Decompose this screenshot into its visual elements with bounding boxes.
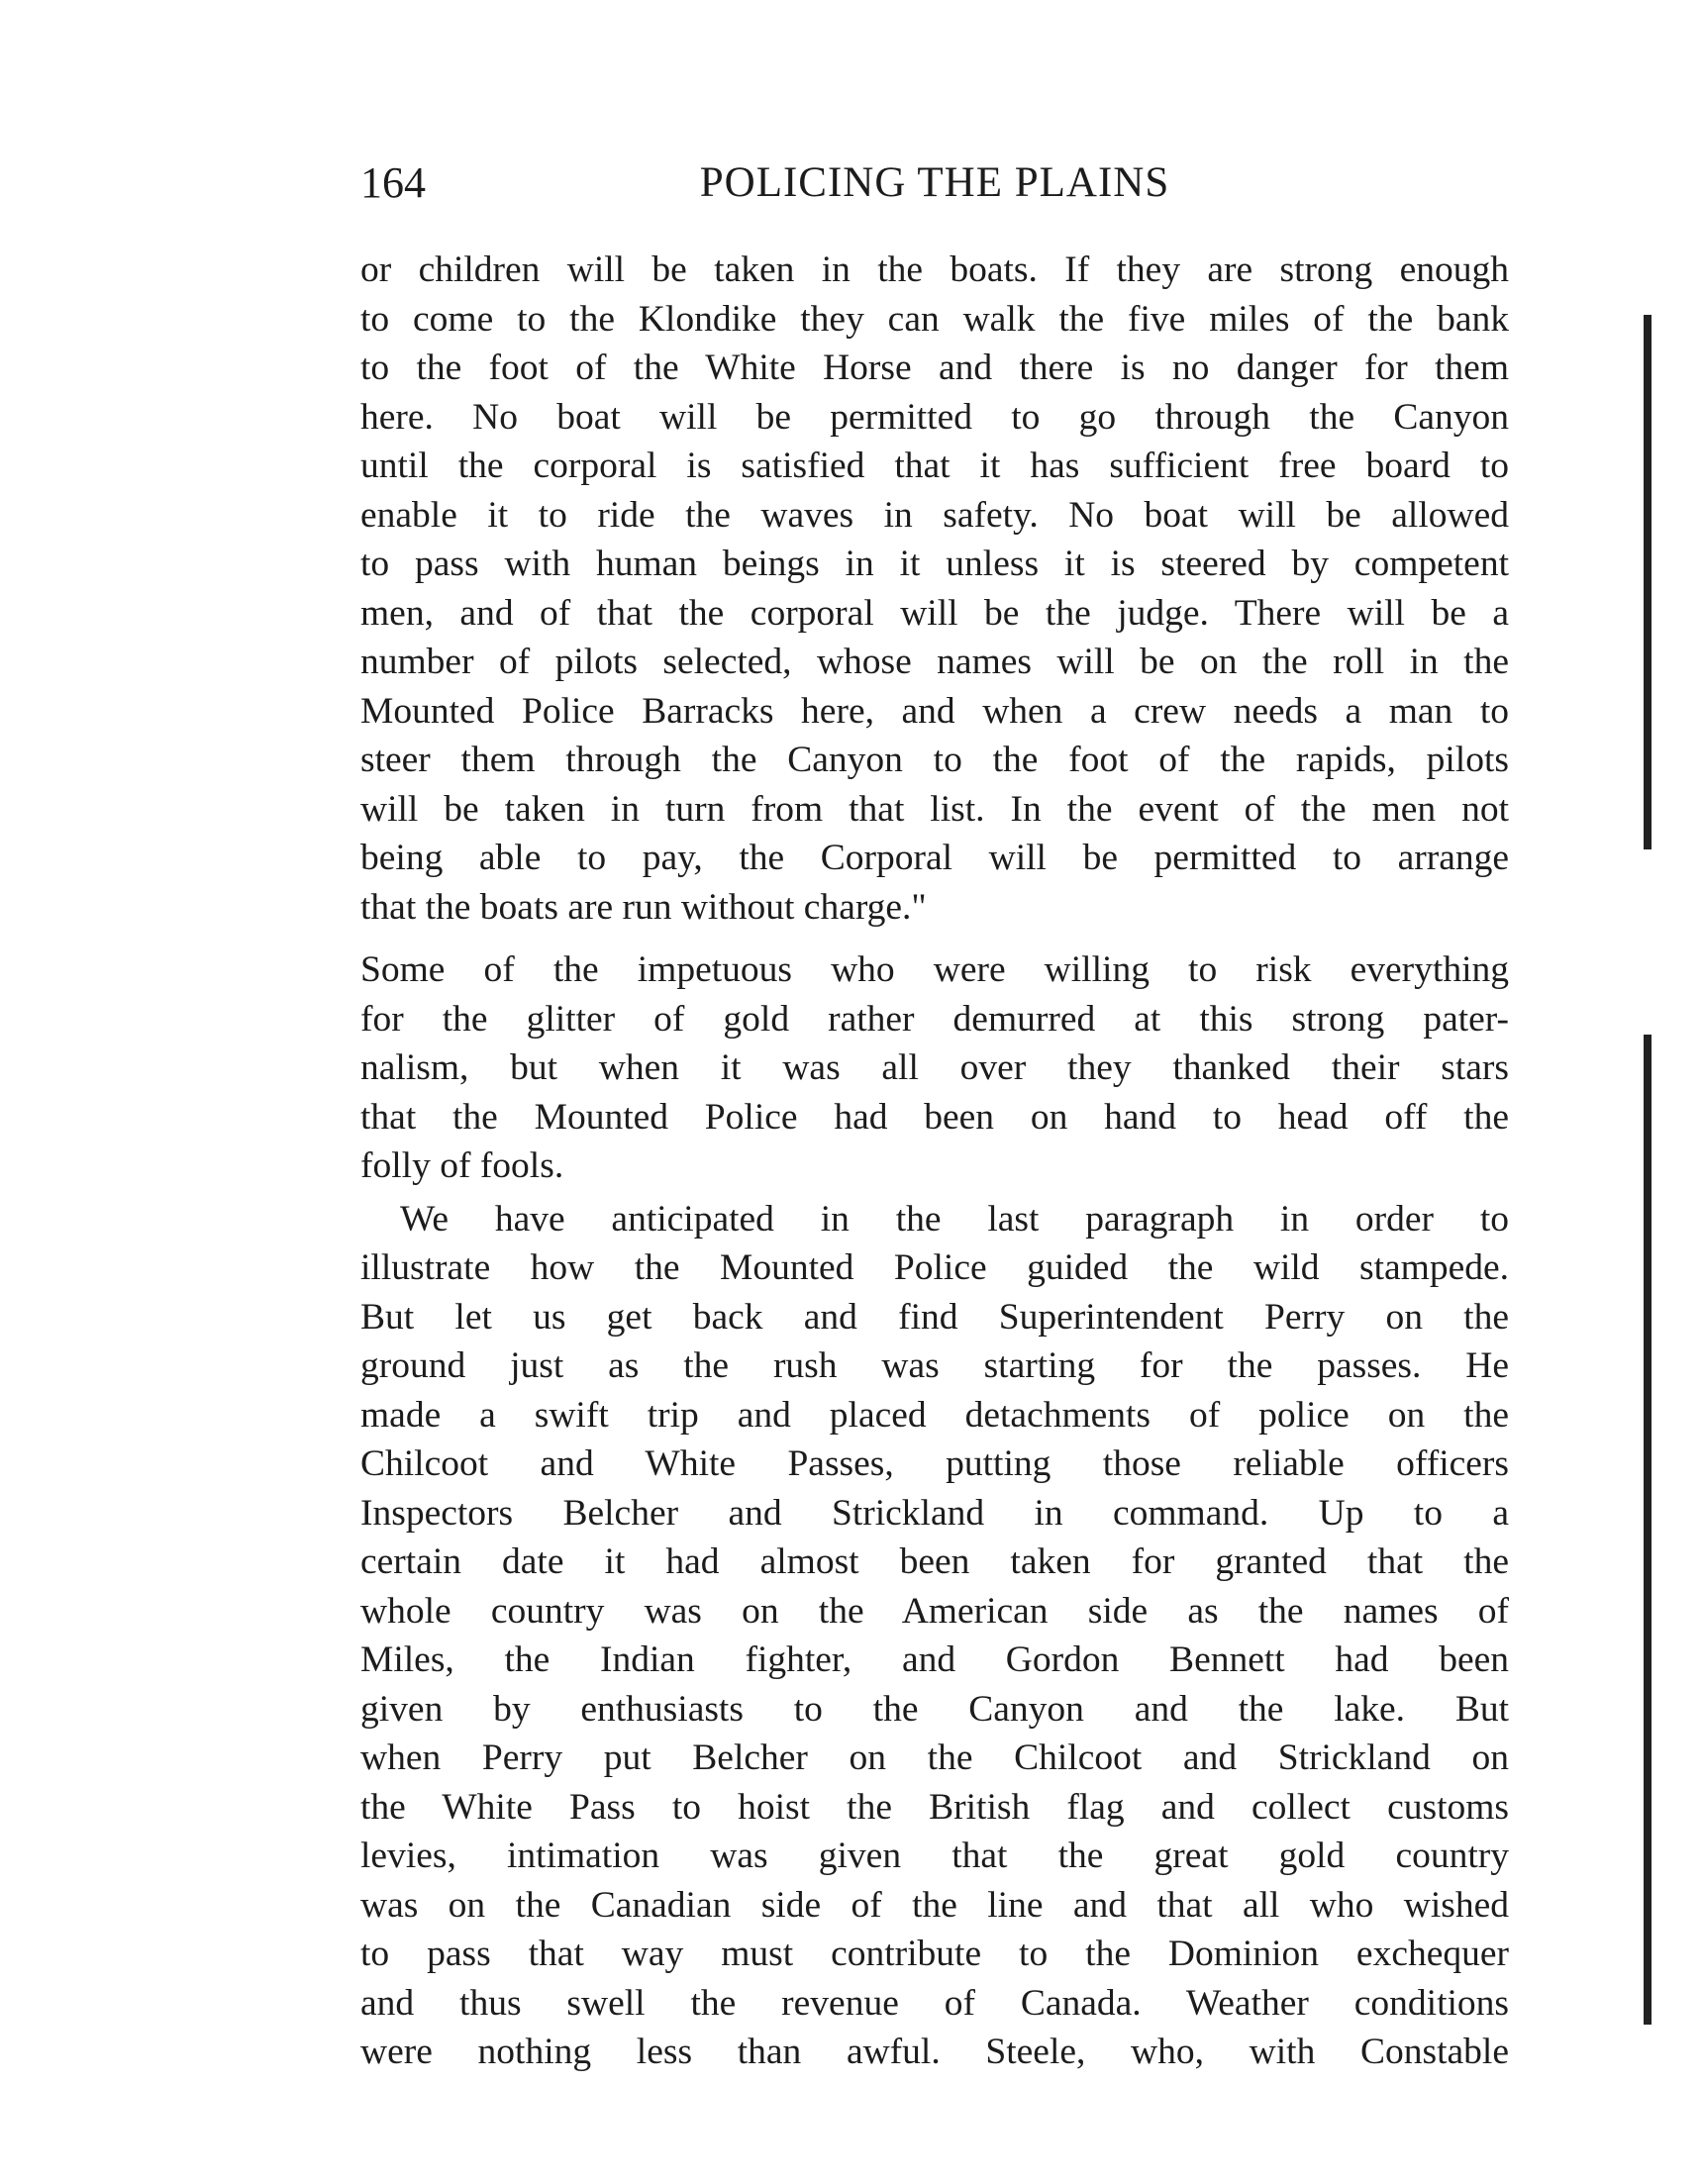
text-line: being able to pay, the Corporal will be permitted to arrange	[360, 838, 1509, 878]
text-line: to the foot of the White Horse and there is no danger for them	[360, 347, 1509, 388]
text-line: folly of fools.	[360, 1145, 564, 1186]
text-line: and thus swell the revenue of Canada. Weather conditions	[360, 1982, 1509, 2024]
text-line: Inspectors Belcher and Strickland in command. Up to a	[360, 1492, 1509, 1534]
text-line: illustrate how the Mounted Police guided the wild stampede.	[360, 1247, 1509, 1288]
text-line: levies, intimation was given that the great gold country	[360, 1836, 1509, 1876]
paragraph-quote-continuation	[360, 246, 1509, 932]
text-line: that the boats are run without charge."	[360, 886, 927, 928]
text-line: nalism, but when it was all over they thanked their stars	[360, 1047, 1509, 1088]
text-line: will be taken in turn from that list. In the event of the men not	[360, 788, 1509, 830]
body-text	[360, 246, 1509, 2077]
text-line: here. No boat will be permitted to go through the Canyon	[360, 396, 1509, 438]
text-line: to pass that way must contribute to the Dominion exchequer	[360, 1934, 1509, 1974]
text-line: Mounted Police Barracks here, and when a crew needs a man to	[360, 690, 1509, 732]
scan-edge-shadow	[1644, 315, 1652, 849]
text-line: whole country was on the American side as the names of	[360, 1590, 1509, 1632]
text-line: was on the Canadian side of the line and that all who wished	[360, 1884, 1509, 1926]
text-line: Some of the impetuous who were willing to risk everything	[360, 949, 1509, 990]
text-line: until the corporal is satisfied that it has sufficient free board to	[360, 446, 1509, 486]
text-line: the White Pass to hoist the British flag and collect customs	[360, 1786, 1509, 1828]
running-title: POLICING THE PLAINS	[699, 159, 1170, 206]
text-line: But let us get back and find Superintendent Perry on the	[360, 1296, 1509, 1338]
text-line: Miles, the Indian fighter, and Gordon Bennett had been	[360, 1639, 1509, 1680]
text-line: when Perry put Belcher on the Chilcoot and Strickland on	[360, 1737, 1509, 1778]
text-line: ground just as the rush was starting for the passes. He	[360, 1345, 1509, 1386]
text-line: that the Mounted Police had been on hand to head off the	[360, 1096, 1509, 1138]
text-line: men, and of that the corporal will be the judge. There will be a	[360, 592, 1509, 634]
text-line: number of pilots selected, whose names will be on the roll in the	[360, 642, 1509, 682]
text-line: We have anticipated in the last paragraph in order to	[400, 1198, 1509, 1240]
text-line: enable it to ride the waves in safety. No boat will be allowed	[360, 494, 1509, 536]
text-line: steer them through the Canyon to the foot of the rapids, pilots	[360, 740, 1509, 780]
paragraph-paternalism	[360, 945, 1509, 1191]
text-line: for the glitter of gold rather demurred at this strong pater-	[360, 998, 1509, 1040]
text-line: made a swift trip and placed detachments of police on the	[360, 1394, 1509, 1436]
page-header	[360, 149, 1509, 218]
text-line: to come to the Klondike they can walk the five miles of the bank	[360, 298, 1509, 340]
text-line: to pass with human beings in it unless it is steered by competent	[360, 544, 1509, 584]
page-number: 164	[360, 158, 426, 207]
text-line: were nothing less than awful. Steele, who, with Constable	[360, 2032, 1509, 2072]
text-line: Chilcoot and White Passes, putting those reliable officers	[360, 1443, 1509, 1484]
text-line: given by enthusiasts to the Canyon and the lake. But	[360, 1688, 1509, 1730]
text-line: certain date it had almost been taken for granted that the	[360, 1541, 1509, 1582]
text-line: or children will be taken in the boats. If they are strong enough	[360, 249, 1509, 290]
paragraph-perry-passes	[360, 1195, 1509, 2077]
scan-edge-shadow	[1644, 1035, 1652, 2025]
